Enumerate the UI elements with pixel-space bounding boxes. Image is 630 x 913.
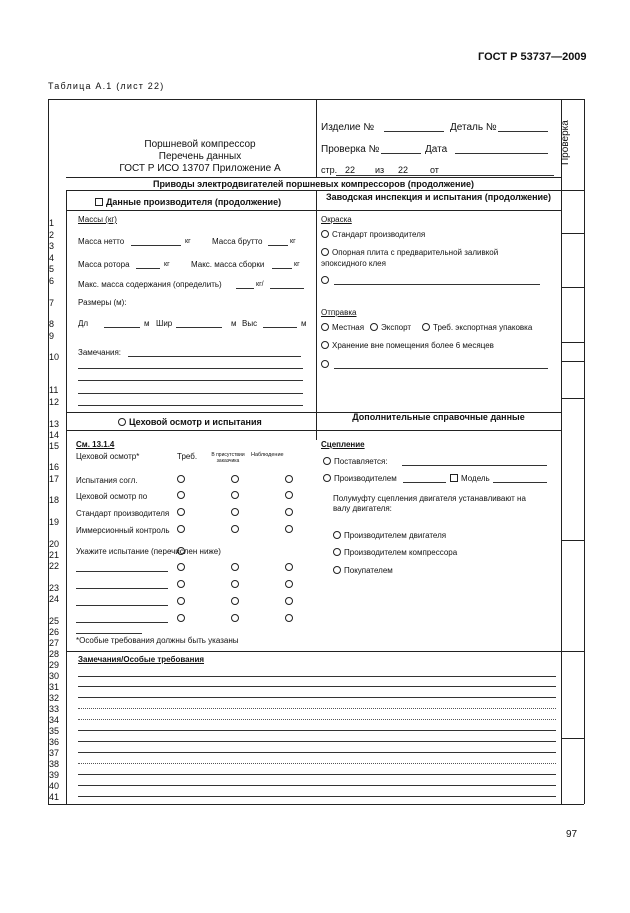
ship-local-radio[interactable]	[321, 323, 329, 331]
length-label: Дл	[78, 319, 89, 328]
manufacturer-checkbox[interactable]	[95, 198, 103, 206]
line-number: 14	[49, 430, 60, 440]
line-number: 17	[49, 474, 60, 484]
ship-export-radio[interactable]	[370, 323, 378, 331]
line-number: 32	[49, 693, 60, 703]
rotor-mass-unit: кг	[164, 261, 170, 268]
ship-outdoor-radio[interactable]	[321, 341, 329, 349]
line-number: 34	[49, 715, 60, 725]
max-content-field2[interactable]	[270, 288, 304, 289]
radio-r3-c1[interactable]	[177, 508, 185, 516]
line-number: 36	[49, 737, 60, 747]
radio-r3-c3[interactable]	[285, 508, 293, 516]
line-number: 15	[49, 441, 60, 451]
page-label: стр.	[321, 165, 338, 175]
net-mass-unit: кг	[185, 238, 191, 245]
length-field[interactable]	[104, 327, 140, 328]
paint-radio-3[interactable]	[321, 276, 329, 284]
line-number: 12	[49, 397, 60, 407]
from-label: от	[430, 165, 439, 175]
model-row: Модель	[450, 474, 490, 483]
test-row-3: Стандарт производителя	[76, 509, 170, 518]
line-number: 19	[49, 517, 60, 527]
radio-r4-c2[interactable]	[231, 525, 239, 533]
opt-comp-mfr: Производителем компрессора	[333, 548, 457, 557]
line-number: 7	[49, 298, 55, 308]
col-witness: В присутствии заказчика	[211, 452, 245, 464]
paint-radio-1[interactable]	[321, 230, 329, 238]
rotor-mass-label: Масса ротора	[78, 260, 130, 269]
radio-r6-c2[interactable]	[231, 563, 239, 571]
radio-r8-c2[interactable]	[231, 597, 239, 605]
line-number: 40	[49, 781, 60, 791]
line-number: 23	[49, 583, 60, 593]
date-field[interactable]	[455, 153, 548, 154]
ship-export-pack: Треб. экспортная упаковка	[422, 323, 532, 332]
line-number: 21	[49, 550, 60, 560]
specify-test-label: Укажите испытание (перечислен ниже)	[76, 547, 221, 556]
gross-mass-field[interactable]	[268, 245, 288, 246]
notes-title: Замечания/Особые требования	[78, 655, 205, 664]
line-number: 18	[49, 495, 60, 505]
height-unit: м	[301, 319, 307, 328]
by-manufacturer-field[interactable]	[403, 482, 446, 483]
table-caption: Таблица А.1 (лист 22)	[48, 81, 165, 91]
line-number: 35	[49, 726, 60, 736]
line-number: 1	[49, 218, 55, 228]
model-field[interactable]	[493, 482, 547, 483]
line-number: 27	[49, 638, 60, 648]
radio-r2-c2[interactable]	[231, 491, 239, 499]
line-number: 2	[49, 230, 55, 240]
length-unit: м	[144, 319, 150, 328]
shipment-heading: Отправка	[321, 308, 357, 317]
width-field[interactable]	[176, 327, 222, 328]
additional-heading: Дополнительные справочные данные	[352, 412, 525, 422]
radio-r1-c1[interactable]	[177, 475, 185, 483]
paint-option-1: Стандарт производителя	[321, 230, 425, 239]
product-field[interactable]	[384, 131, 444, 132]
line-number: 16	[49, 462, 60, 472]
opt-comp-mfr-radio[interactable]	[333, 548, 341, 556]
opt-motor-mfr: Производителем двигателя	[333, 531, 446, 540]
part-field[interactable]	[498, 131, 548, 132]
remarks-line-4[interactable]	[78, 393, 303, 394]
height-label: Выс	[242, 319, 258, 328]
factory-inspection-heading: Заводская инспекция и испытания (продолжение)	[325, 192, 552, 202]
line-number: 22	[49, 561, 60, 571]
line-number: 3	[49, 241, 55, 251]
radio-r9-c2[interactable]	[231, 614, 239, 622]
gross-mass-label: Масса брутто	[212, 237, 263, 246]
line-number: 20	[49, 539, 60, 549]
page-number: 97	[566, 829, 578, 840]
radio-r1-c2[interactable]	[231, 475, 239, 483]
radio-r8-c3[interactable]	[285, 597, 293, 605]
opt-buyer: Покупателем	[333, 566, 393, 575]
line-number: 26	[49, 627, 60, 637]
line-number: 37	[49, 748, 60, 758]
radio-r8-c1[interactable]	[177, 597, 185, 605]
width-unit: м	[231, 319, 237, 328]
line-number: 10	[49, 352, 60, 362]
max-content-field[interactable]	[236, 288, 254, 289]
radio-r4-c1[interactable]	[177, 525, 185, 533]
line-number: 29	[49, 660, 60, 670]
title-line3: ГОСТ Р ИСО 13707 Приложение А	[119, 163, 281, 174]
line-number: 9	[49, 331, 55, 341]
page-total: 22	[398, 165, 409, 175]
by-manufacturer-row: Производителем	[323, 474, 397, 483]
max-content-unit: кг/	[256, 281, 264, 288]
line-number: 33	[49, 704, 60, 714]
radio-r6-c3[interactable]	[285, 563, 293, 571]
custom-test-field-2[interactable]	[76, 588, 168, 589]
test-row-1: Испытания согл.	[76, 476, 138, 485]
product-label: Изделие №	[321, 122, 375, 133]
masses-heading: Массы (кг)	[78, 215, 117, 224]
radio-r2-c1[interactable]	[177, 491, 185, 499]
radio-r1-c3[interactable]	[285, 475, 293, 483]
remarks-line-2[interactable]	[78, 368, 303, 369]
radio-r6-c1[interactable]	[177, 563, 185, 571]
dimensions-label: Размеры (м):	[78, 298, 127, 307]
side-check-label: Проверка	[560, 120, 571, 165]
painting-heading: Окраска	[321, 215, 352, 224]
footnote-rule	[76, 633, 142, 634]
line-number: 28	[49, 649, 60, 659]
max-assembly-field[interactable]	[272, 268, 292, 269]
radio-r7-c1[interactable]	[177, 580, 185, 588]
paint-other-field[interactable]	[334, 284, 540, 285]
height-field[interactable]	[263, 327, 297, 328]
shop-inspection-req-label: Цеховой осмотр*	[76, 452, 140, 461]
net-mass-label: Масса нетто	[78, 237, 125, 246]
coupling-heading: Сцепление	[321, 440, 365, 449]
page-field-line	[336, 175, 554, 176]
half-coupling-text: Полумуфту сцепления двигателя устанавливают на валу двигателя:	[333, 494, 526, 513]
section-title: Приводы электродвигателей поршневых компрессоров (продолжение)	[152, 179, 475, 189]
of-label: из	[375, 165, 385, 175]
remarks-line-3[interactable]	[78, 380, 303, 381]
custom-test-field-4[interactable]	[76, 622, 168, 623]
line-number: 24	[49, 594, 60, 604]
ship-local: Местная	[321, 323, 364, 332]
check-field[interactable]	[381, 153, 421, 154]
col-required: Треб.	[177, 452, 198, 461]
ship-export-pack-radio[interactable]	[422, 323, 430, 331]
net-mass-field[interactable]	[131, 245, 181, 246]
test-row-4: Иммерсионный контроль	[76, 526, 170, 535]
supplied-row: Поставляется:	[323, 457, 388, 466]
opt-motor-mfr-radio[interactable]	[333, 531, 341, 539]
line-number: 41	[49, 792, 60, 802]
remarks-line-1[interactable]	[128, 356, 301, 357]
line-number: 8	[49, 319, 55, 329]
test-row-2: Цеховой осмотр по	[76, 492, 148, 501]
gross-mass-unit: кг	[290, 238, 296, 245]
radio-r9-c3[interactable]	[285, 614, 293, 622]
manufacturer-data-heading: Данные производителя (продолжение)	[95, 197, 281, 207]
opt-buyer-radio[interactable]	[333, 566, 341, 574]
radio-r3-c2[interactable]	[231, 508, 239, 516]
width-label: Шир	[156, 319, 173, 328]
line-number: 11	[49, 385, 59, 395]
line-number: 5	[49, 264, 55, 274]
line-number: 39	[49, 770, 60, 780]
ship-other-field[interactable]	[334, 368, 548, 369]
line-number: 31	[49, 682, 60, 692]
part-label: Деталь №	[450, 122, 497, 133]
radio-r5-c1[interactable]	[177, 547, 185, 555]
max-content-label: Макс. масса содержания (определить)	[78, 280, 222, 289]
model-checkbox[interactable]	[450, 474, 458, 482]
radio-r2-c3[interactable]	[285, 491, 293, 499]
remarks-label: Замечания:	[78, 348, 122, 357]
supplied-radio[interactable]	[323, 457, 331, 465]
radio-r7-c3[interactable]	[285, 580, 293, 588]
ship-outdoor: Хранение вне помещения более 6 месяцев	[321, 341, 494, 350]
col-observation: Наблюдение	[251, 452, 284, 458]
radio-r7-c2[interactable]	[231, 580, 239, 588]
line-number: 13	[49, 419, 60, 429]
paint-radio-2[interactable]	[321, 248, 329, 256]
check-label: Проверка №	[321, 144, 380, 155]
ship-other-radio[interactable]	[321, 360, 329, 368]
max-assembly-label: Макс. масса сборки	[191, 260, 265, 269]
custom-test-field-1[interactable]	[76, 571, 168, 572]
standard-code: ГОСТ Р 53737—2009	[478, 51, 587, 63]
date-label: Дата	[425, 144, 448, 155]
shop-inspection-radio[interactable]	[118, 418, 126, 426]
line-number: 38	[49, 759, 60, 769]
line-number: 4	[49, 253, 55, 263]
title-line2: Перечень данных	[158, 151, 242, 162]
title-line1: Поршневой компрессор	[144, 139, 256, 150]
by-manufacturer-radio[interactable]	[323, 474, 331, 482]
page-num: 22	[345, 165, 356, 175]
line-number: 30	[49, 671, 60, 681]
rotor-mass-field[interactable]	[136, 268, 160, 269]
radio-r9-c1[interactable]	[177, 614, 185, 622]
paint-option-2: Опорная плита с предварительной заливкой эпоксидного клея	[321, 248, 499, 268]
custom-test-field-3[interactable]	[76, 605, 168, 606]
radio-r4-c3[interactable]	[285, 525, 293, 533]
line-number: 25	[49, 616, 60, 626]
ship-export: Экспорт	[370, 323, 411, 332]
footnote: *Особые требования должны быть указаны	[76, 636, 239, 645]
supplied-field[interactable]	[402, 465, 547, 466]
ref-label: См. 13.1.4	[76, 440, 115, 449]
max-assembly-unit: кг	[294, 261, 300, 268]
shop-inspection-heading: Цеховой осмотр и испытания	[118, 417, 262, 427]
remarks-line-5[interactable]	[78, 405, 303, 406]
line-number: 6	[49, 276, 55, 286]
